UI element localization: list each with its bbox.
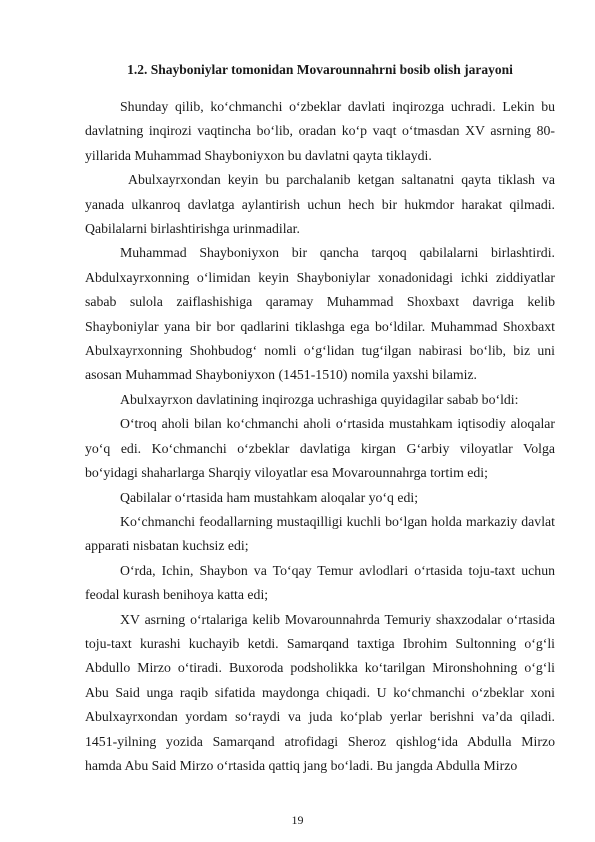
text-line: feodal kurash benihoya katta edi; — [85, 587, 269, 603]
paragraph — [85, 241, 555, 387]
text-line: yanada ulkanroq davlatga aylantirish uchun hech bir hukmdor harakat qilmadi. — [85, 196, 555, 212]
text-line: toju-taxt kurashi kuchayib ketdi. Samarqand taxtiga Ibrohim Sultonning o‘g‘li — [85, 635, 555, 651]
text-line: Abulxayrxon davlatining inqirozga uchrashiga quyidagilar sabab bo‘ldi: — [120, 391, 519, 407]
text-line: Abdulxayrxonning o‘limidan keyin Shayboniylar xonadonidagi ichki ziddiyatlar — [85, 269, 555, 285]
text-line: 1451-yilning yozida Samarqand atrofidagi Sheroz qishlog‘ida Abdulla Mirzo — [85, 733, 555, 749]
paragraph — [85, 559, 555, 608]
paragraph — [85, 388, 555, 412]
paragraph — [85, 486, 555, 510]
text-line: Abulxayrxondan yordam so‘raydi va juda ko‘plab yerlar berishni va’da qiladi. — [85, 709, 555, 725]
text-line: sabab sulola zaiflashishiga qaramay Muhammad Shoxbaxt davriga kelib — [85, 294, 555, 310]
text-line: Abu Said unga raqib sifatida maydonga chiqadi. U ko‘chmanchi o‘zbeklar xoni — [85, 684, 555, 700]
paragraph — [85, 608, 555, 779]
text-line: XV asrning o‘rtalariga kelib Movarounnahrda Temuriy shaxzodalar o‘rtasida — [120, 611, 555, 627]
text-line: Qabilalarni birlashtirishga urinmadilar. — [85, 221, 300, 237]
text-line: hamda Abu Said Mirzo o‘rtasida qattiq jang bo‘ladi. Bu jangda Abdulla Mirzo — [85, 757, 518, 773]
body-text — [85, 95, 555, 778]
paragraph — [85, 95, 555, 168]
text-line: apparati nisbatan kuchsiz edi; — [85, 538, 249, 554]
text-line: Muhammad Shayboniyxon bir qancha tarqoq qabilalarni birlashtirdi. — [120, 245, 555, 261]
text-line: Abulxayrxonning Shohbudog‘ nomli o‘g‘lidan tug‘ilgan nabirasi bo‘lib, biz uni — [85, 343, 555, 359]
paragraph — [85, 510, 555, 559]
text-line: Abdullo Mirzo o‘tiradi. Buxoroda podsholikka ko‘tarilgan Mironshohning o‘g‘li — [85, 660, 555, 676]
text-line: yo‘q edi. Ko‘chmanchi o‘zbeklar davlatiga kirgan G‘arbiy viloyatlar Volga — [85, 440, 555, 456]
text-line: davlatning inqirozi vaqtincha bo‘lib, oradan ko‘p vaqt o‘tmasdan XV asrning 80- — [85, 123, 555, 139]
paragraph — [85, 168, 555, 241]
text-line: Qabilalar o‘rtasida ham mustahkam aloqalar yo‘q edi; — [120, 489, 419, 505]
text-line: asosan Muhammad Shayboniyxon (1451-1510) nomila yaxshi bilamiz. — [85, 367, 478, 383]
text-line: Shayboniylar yana bir bor qadlarini tiklashga ega bo‘ldilar. Muhammad Shoxbaxt — [85, 318, 555, 334]
text-line: bo‘yidagi shaharlarga Sharqiy viloyatlar esa Movarounnahrga tortim edi; — [85, 465, 488, 481]
section-heading: 1.2. Shayboniylar tomonidan Movarounnahrni bosib olish jarayoni — [127, 62, 513, 77]
text-line: Ko‘chmanchi feodallarning mustaqilligi kuchli bo‘lgan holda markaziy davlat — [120, 513, 555, 529]
paragraph — [85, 412, 555, 485]
text-line: O‘rda, Ichin, Shaybon va To‘qay Temur avlodlari o‘rtasida toju-taxt uchun — [120, 562, 555, 578]
text-line: O‘troq aholi bilan ko‘chmanchi aholi o‘rtasida mustahkam iqtisodiy aloqalar — [120, 416, 555, 432]
text-line: Shunday qilib, ko‘chmanchi o‘zbeklar davlati inqirozga uchradi. Lekin bu — [120, 99, 555, 114]
text-line: yillarida Muhammad Shayboniyxon bu davlatni qayta tiklaydi. — [85, 147, 432, 163]
text-line: Abulxayrxondan keyin bu parchalanib ketgan saltanatni qayta tiklash va — [128, 172, 555, 188]
page-number: 19 — [291, 813, 304, 827]
